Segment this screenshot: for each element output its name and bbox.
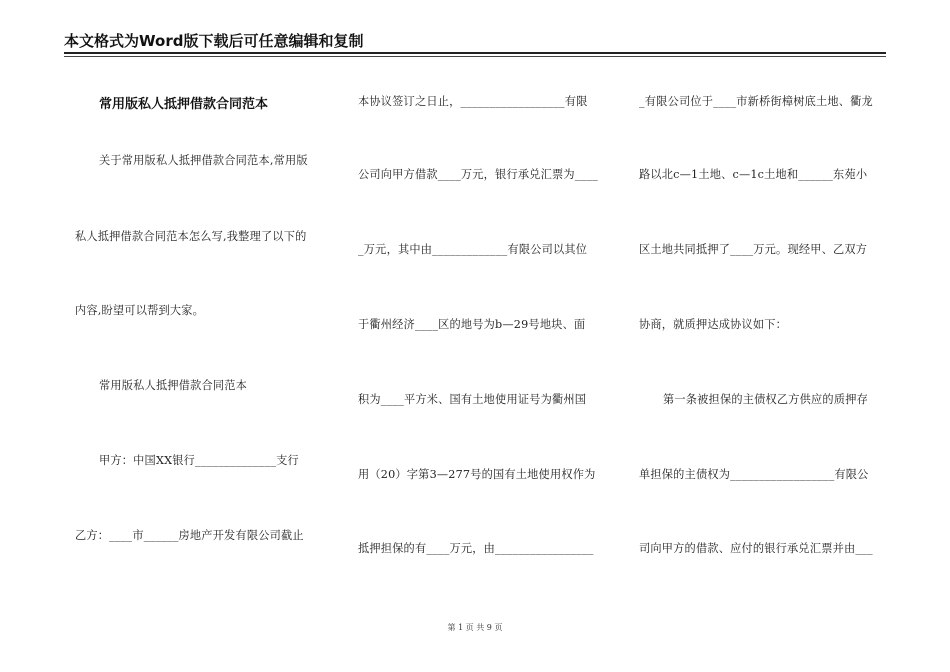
doc-title: 常用版私人抵押借款合同范本 [99, 97, 269, 112]
paragraph-line: _有限公司位于____市新桥街樟树底土地、衢龙 [639, 95, 873, 108]
paragraph-line: 单担保的主债权为__________________有限公 [639, 468, 869, 481]
paragraph-line: 私人抵押借款合同范本怎么写,我整理了以下的 [75, 230, 307, 243]
paragraph-line: 用（20）字第3—277号的国有土地使用权作为 [358, 468, 596, 481]
document-header: 本文格式为Word版下载后可任意编辑和复制 [64, 32, 364, 50]
paragraph-line: 第一条被担保的主债权乙方供应的质押存 [663, 393, 868, 406]
paragraph-line: 常用版私人抵押借款合同范本 [99, 379, 248, 392]
paragraph-line: 本协议签订之日止，__________________有限 [358, 95, 588, 108]
paragraph-line: 内容,盼望可以帮到大家。 [75, 304, 205, 317]
paragraph-line: 乙方：____市______房地产开发有限公司截止 [75, 529, 304, 542]
paragraph-line: 抵押担保的有____万元，由_________________ [358, 542, 594, 555]
paragraph-line: 协商，就质押达成协议如下： [639, 318, 788, 331]
column-2 [358, 0, 618, 672]
paragraph-line: 关于常用版私人抵押借款合同范本,常用版 [99, 154, 308, 167]
column-1 [75, 0, 325, 672]
paragraph-line: _万元，其中由_____________有限公司以其位 [358, 243, 588, 256]
paragraph-line: 公司向甲方借款____万元，银行承兑汇票为____ [358, 168, 598, 181]
column-3 [639, 0, 886, 672]
paragraph-line: 积为____平方米、国有土地使用证号为衢州国 [358, 393, 587, 406]
paragraph-line: 司向甲方的借款、应付的银行承兑汇票并由___ [639, 542, 873, 555]
paragraph-line: 于衢州经济____区的地号为b—29号地块、面 [358, 318, 586, 331]
paragraph-line: 甲方：中国XX银行______________支行 [99, 454, 299, 467]
page-number: 第 1 页 共 9 页 [447, 623, 503, 632]
paragraph-line: 路以北c—1土地、c—1c土地和______东苑小 [639, 168, 868, 181]
paragraph-line: 区土地共同抵押了____万元。现经甲、乙双方 [639, 243, 868, 256]
